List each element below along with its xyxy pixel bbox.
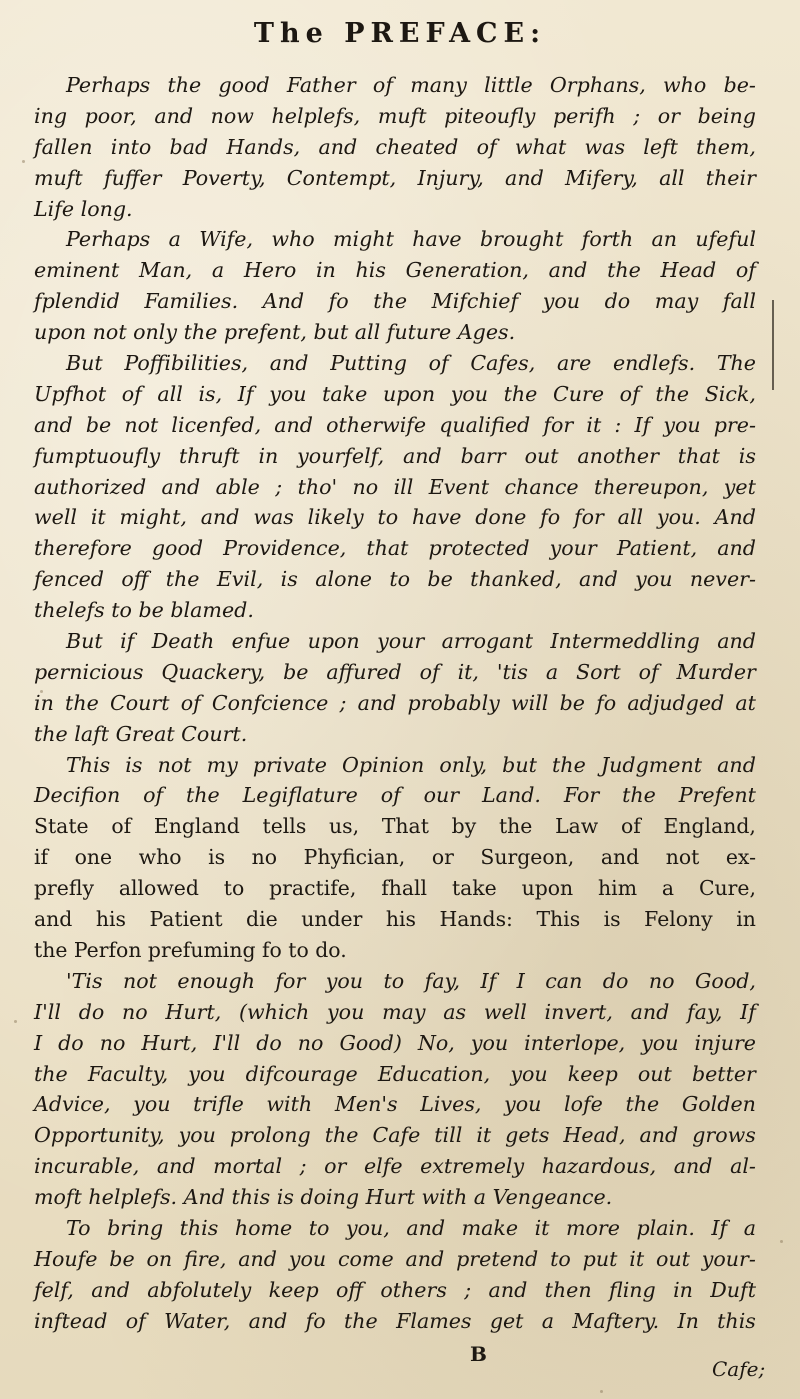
text-line: thelefs to be blamed. (34, 598, 254, 623)
text-line: Decifion of the Legiflature of our Land. For the Prefent (34, 783, 756, 808)
text-line: fumptuoufly thruft in yourfelf, and barr out another that is (34, 443, 756, 468)
text-line: upon not only the prefent, but all future Ages. (34, 320, 516, 345)
text-line: well it might, and was likely to have done fo for all you. And (34, 505, 756, 530)
text-line: Opportunity, you prolong the Cafe till it gets Head, and grows (34, 1123, 756, 1148)
text-line: pernicious Quackery, be affured of it, 'tis a Sort of Murder (34, 659, 756, 684)
text-line: But if Death enfue upon your arrogant Intermeddling and (66, 629, 756, 654)
text-line: authorized and able ; tho' no ill Event chance thereupon, yet (34, 474, 756, 499)
text-line: I'll do no Hurt, (which you may as well invert, and fay, If (34, 999, 756, 1024)
text-line: Advice, you trifle with Men's Lives, you lofe the Golden (34, 1092, 756, 1117)
text-line: This is not my private Opinion only, but the Judgment and (66, 752, 756, 777)
text-line: fplendid Families. And fo the Mifchief you do may fall (34, 289, 756, 314)
text-line: I do no Hurt, I'll do no Good) No, you interlope, you injure (34, 1030, 756, 1055)
text-line: the Perfon prefuming fo to do. (34, 937, 347, 962)
page-edge-mark (772, 300, 774, 390)
text-line: in the Court of Confcience ; and probably will be fo adjudged at (34, 690, 756, 715)
paper-speck (780, 1240, 783, 1243)
text-line: muft fuffer Poverty, Contempt, Injury, and Mifery, all their (34, 165, 756, 190)
text-line: Upfhot of all is, If you take upon you the Cure of the Sick, (34, 381, 756, 406)
text-line: 'Tis not enough for you to fay, If I can do no Good, (66, 968, 756, 993)
text-line: To bring this home to you, and make it more plain. If a (66, 1215, 756, 1240)
paper-speck (600, 1390, 603, 1393)
text-line: fallen into bad Hands, and cheated of what was left them, (34, 134, 756, 159)
text-line: the Faculty, you difcourage Education, you keep out better (34, 1061, 756, 1086)
signature-mark: B (470, 1342, 487, 1366)
body-text (34, 70, 756, 1337)
text-line: ing poor, and now helplefs, muft piteoufly perifh ; or being (34, 103, 756, 128)
catchword: Cafe; (712, 1357, 766, 1381)
text-line: if one who is no Phyfician, or Surgeon, and not ex- (34, 845, 756, 870)
text-line: moft helplefs. And this is doing Hurt with a Vengeance. (34, 1185, 613, 1210)
text-line: incurable, and mortal ; or elfe extremely hazardous, and al- (34, 1154, 756, 1179)
paper-speck (14, 1020, 17, 1023)
text-line: Houfe be on fire, and you come and pretend to put it out your- (34, 1246, 756, 1271)
text-line: inftead of Water, and fo the Flames get a Maftery. In this (34, 1308, 756, 1333)
text-line: prefly allowed to practife, fhall take upon him a Cure, (34, 876, 756, 901)
text-line: the laft Great Court. (34, 721, 248, 746)
text-line: Perhaps the good Father of many little Orphans, who be- (66, 73, 756, 97)
text-line: Perhaps a Wife, who might have brought forth an ufeful (66, 227, 756, 252)
text-line: fenced off the Evil, is alone to be thanked, and you never- (34, 567, 756, 592)
text-line: Life long. (34, 196, 133, 221)
text-line: and be not licenfed, and otherwife qualified for it : If you pre- (34, 412, 756, 437)
text-line: State of England tells us, That by the Law of England, (34, 814, 756, 839)
text-line: therefore good Providence, that protected your Patient, and (34, 536, 756, 561)
running-head: The PREFACE: (253, 18, 547, 49)
paper-speck (22, 160, 25, 163)
text-line: eminent Man, a Hero in his Generation, and the Head of (34, 258, 756, 283)
text-line: felf, and abfolutely keep off others ; and then fling in Duft (34, 1277, 756, 1302)
text-line: and his Patient die under his Hands: This is Felony in (34, 907, 756, 932)
text-line: But Poffibilities, and Putting of Cafes, are endlefs. The (66, 351, 756, 376)
